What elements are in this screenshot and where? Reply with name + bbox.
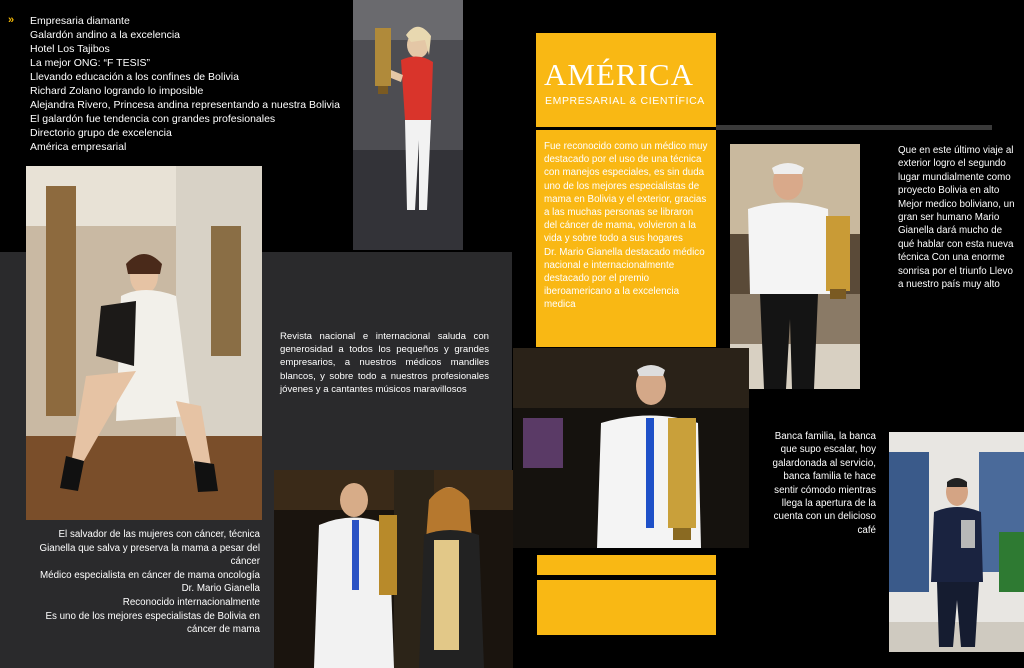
masthead-subtitle: EMPRESARIAL & CIENTÍFICA	[545, 95, 705, 107]
list-item: Galardón andino a la excelencia	[30, 29, 181, 41]
yellow-accent-block	[537, 580, 716, 635]
yellow-accent-bar	[537, 555, 716, 575]
list-item: Hotel Los Tajibos	[30, 43, 110, 55]
photo-doctor-trophy-night	[513, 348, 749, 548]
bottom-left-text: El salvador de las mujeres con cáncer, técnica Gianella que salva y preserva la mama a pesar del cáncer Médico especialista en cáncer de mama oncología Dr. Mario Gianella Reconocido internacionalmente Es uno de los mejores especialistas de Bolivia en cáncer de mama	[39, 529, 260, 636]
list-item: El galardón fue tendencia con grandes profesionales	[30, 113, 276, 125]
list-item: Directorio grupo de excelencia	[30, 127, 172, 139]
masthead-divider	[716, 125, 992, 130]
right-bottom-article-text: Banca familia, la banca que supo escalar, hoy galardonada al servicio, banca familia te hace sentir cómodo mientras llega la apertura de la cuenta con un delicioso café	[772, 431, 876, 536]
photo-woman-trophy	[353, 0, 463, 250]
photo-doctor-with-woman	[274, 470, 513, 668]
yellow-article-text: Fue reconocido como un médico muy destacado por el uso de una técnica con manejos especiales, es sin duda uno de los mejores especialistas de mama en Bolivia y el exterior, gracias a las muchas personas se libraron del cáncer de mama, volvieron a la vida y sobre todo a sus hogares Dr. Mario Gianella destacado médico nacional e internacionalmente destacado por el premio iberoamericano a la excelencia medica	[544, 141, 708, 311]
photo-man-in-office	[889, 432, 1024, 652]
photo-doctor-trophy-indoor	[730, 144, 860, 389]
masthead	[536, 33, 716, 127]
list-marker-icon: »	[8, 14, 13, 26]
list-item: Alejandra Rivero, Princesa andina representando a nuestra Bolivia	[30, 99, 340, 111]
photo-model-white-coat	[26, 166, 262, 520]
list-item: América empresarial	[30, 141, 127, 153]
list-item: Richard Zolano logrando lo imposible	[30, 85, 204, 97]
highlights-list	[30, 14, 340, 154]
list-item: La mejor ONG: “F TESIS”	[30, 57, 150, 69]
right-top-article-text: Que en este último viaje al exterior logro el segundo lugar mundialmente como proyecto Bolivia en alto Mejor medico boliviano, un gran ser humano Mario Gianella dará mucho de qué hablar con esta nueva técnica Con una enorme sonrisa por el triunfo Llevo a nuestro país muy alto	[898, 145, 1015, 291]
center-article-text: Revista nacional e internacional saluda con generosidad a todos los pequeños y grandes empresarios, a nuestros médicos mandiles blancos, y sobre todo a nuestros profesionales jóvenes y a cantantes músicos maravillosos	[280, 331, 489, 395]
list-item: Empresaria diamante	[30, 15, 130, 27]
bottom-left-article-text	[26, 528, 260, 637]
masthead-title: AMÉRICA	[544, 57, 694, 92]
list-item: Llevando educación a los confines de Bolivia	[30, 71, 239, 83]
yellow-article-box	[536, 130, 716, 347]
